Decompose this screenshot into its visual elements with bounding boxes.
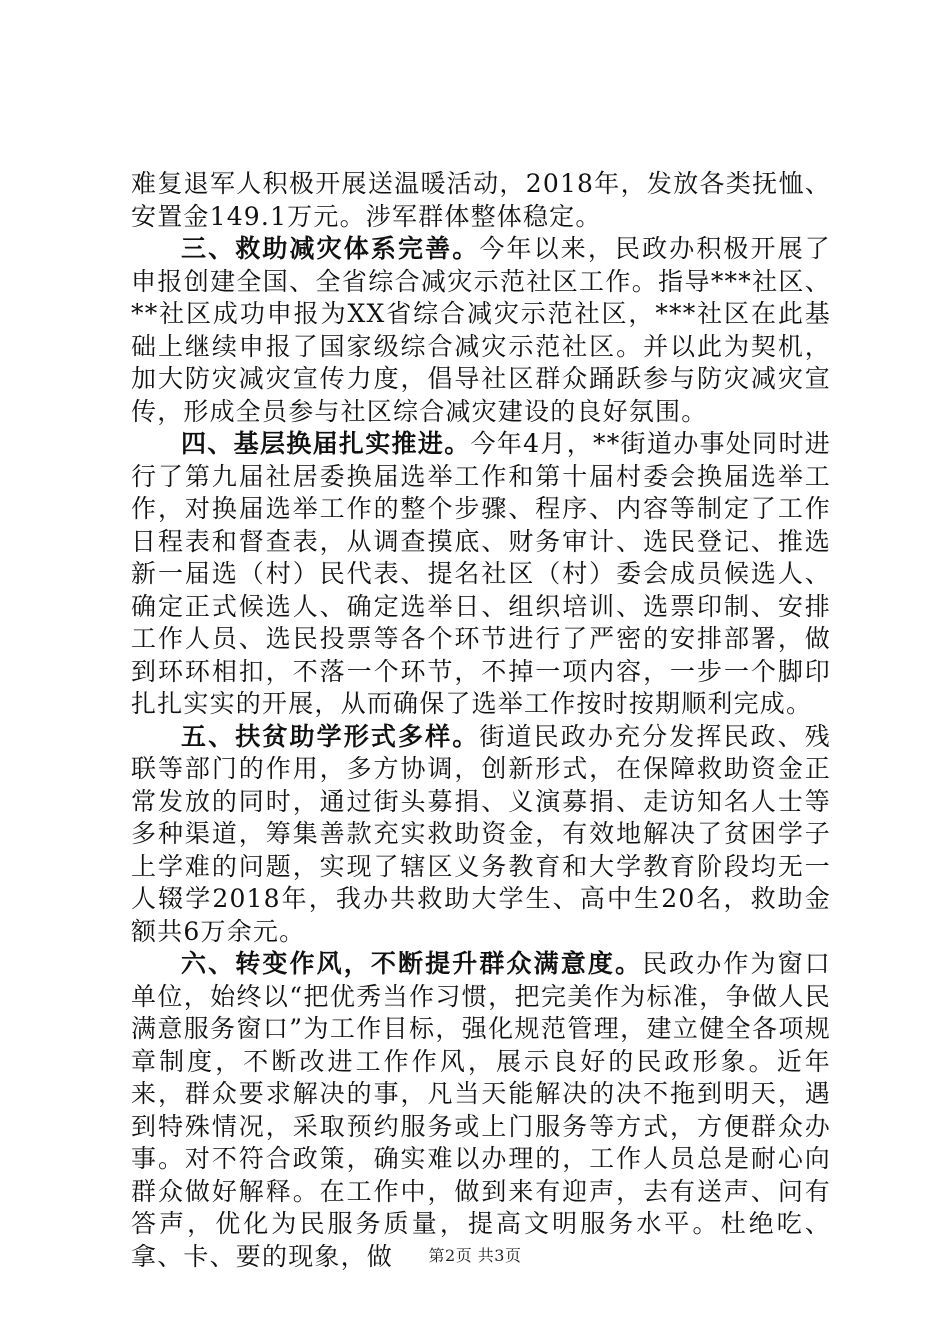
paragraph-text: 难复退军人积极开展送温暖活动，2018年，发放各类抚恤、安置金149.1万元。涉军群体整体稳定。 (131, 169, 831, 231)
paragraph-intro (131, 168, 831, 233)
paragraph-heading: 三、救助减灾体系完善。 (181, 234, 480, 263)
paragraph-text: 民政办作为窗口单位，始终以“把优秀当作习惯，把完美作为标准，争做人民满意服务窗口”为工作目标，强化规范管理，建立健全各项规章制度，不断改进工作作风，展示良好的民政形象。近年来，群众要求解决的事，凡当天能解决的决不拖到明天，遇到特殊情况，采取预约服务或上门服务等方式，方便群众办事。对不符合政策，确实难以办理的，工作人员总是耐心向群众做好解释。在工作中，做到来有迎声，去有送声、问有答声，优化为民服务质量，提高文明服务水平。杜绝吃、拿、卡、要的现象，做 (131, 949, 831, 1271)
paragraph-text: 今年4月，**街道办事处同时进行了第九届社居委换届选举工作和第十届村委会换届选举工作，对换届选举工作的整个步骤、程序、内容等制定了工作日程表和督查表，从调查摸底、财务审计、选民登记、推选新一届选（村）民代表、提名社区（村）委会成员候选人、确定正式候选人、确定选举日、组织培训、选票印制、安排工作人员、选民投票等各个环节进行了严密的安排部署，做到环环相扣，不落一个环节，不掉一项内容，一步一个脚印扎扎实实的开展，从而确保了选举工作按时按期顺利完成。 (131, 429, 831, 718)
paragraph-text: 今年以来，民政办积极开展了申报创建全国、全省综合减灾示范社区工作。指导***社区、**社区成功申报为XX省综合减灾示范社区，***社区在此基础上继续申报了国家级综合减灾示范社区。并以此为契机，加大防灾减灾宣传力度，倡导社区群众踊跃参与防灾减灾宣传，形成全员参与社区综合减灾建设的良好氛围。 (131, 234, 831, 426)
document-body (131, 168, 831, 1273)
paragraph-text: 街道民政办充分发挥民政、残联等部门的作用，多方协调，创新形式，在保障救助资金正常发放的同时，通过街头募捐、义演募捐、走访知名人士等多种渠道，筹集善款充实救助资金，有效地解决了贫困学子上学难的问题，实现了辖区义务教育和大学教育阶段均无一人辍学2018年，我办共救助大学生、高中生20名，救助金额共6万余元。 (131, 721, 831, 946)
paragraph-education-aid (131, 721, 831, 949)
paragraph-heading: 五、扶贫助学形式多样。 (181, 721, 480, 751)
paragraph-election (131, 428, 831, 721)
paragraph-work-style (131, 948, 831, 1273)
paragraph-disaster-relief (131, 233, 831, 428)
paragraph-heading: 四、基层换届扎实推进。 (181, 429, 471, 458)
paragraph-heading: 六、转变作风，不断提升群众满意度。 (181, 949, 643, 978)
page-number-footer: 第2页 共3页 (428, 1246, 522, 1265)
